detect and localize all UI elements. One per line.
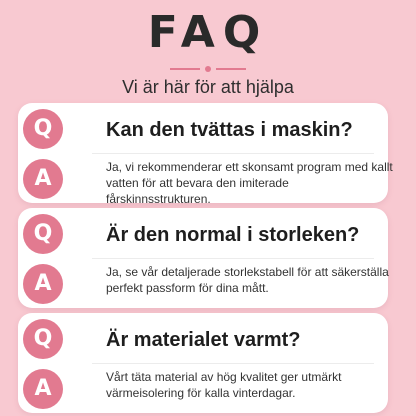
page-subtitle: Vi är här för att hjälpa: [122, 77, 294, 97]
answer-badge-icon: A: [23, 159, 63, 199]
divider-line-right: [216, 68, 246, 70]
card-separator: [92, 153, 374, 154]
faq-question: Kan den tvättas i maskin?: [106, 119, 353, 141]
faq-card-1: [18, 103, 393, 206]
answer-badge-icon: A: [23, 264, 63, 304]
faq-answer: Vårt täta material av hög kvalitet ger utmärkt värmeisolering för kalla vinterdagar.: [106, 370, 342, 400]
divider-dot-icon: [205, 66, 211, 72]
faq-answer: Ja, se vår detaljerade storlekstabell för att säkerställa perfekt passform för dina mått.: [106, 265, 389, 295]
header: [0, 0, 416, 100]
card-separator: [92, 258, 374, 259]
faq-question: Är den normal i storleken?: [106, 224, 360, 246]
answer-badge-icon: A: [23, 369, 63, 409]
question-badge-icon: Q: [23, 319, 63, 359]
question-badge-icon: Q: [23, 109, 63, 149]
page-title: FAQ: [147, 7, 269, 58]
divider-line-left: [170, 68, 200, 70]
faq-question: Är materialet varmt?: [106, 329, 301, 351]
card-separator: [92, 363, 374, 364]
faq-answer: Ja, vi rekommenderar ett skonsamt program med kallt vatten för att bevara den imiterade fårskinnsstrukturen.: [106, 160, 393, 206]
faq-card-2: [18, 208, 388, 308]
question-badge-icon: Q: [23, 214, 63, 254]
title-divider: [170, 66, 246, 72]
faq-card-3: [18, 313, 388, 413]
